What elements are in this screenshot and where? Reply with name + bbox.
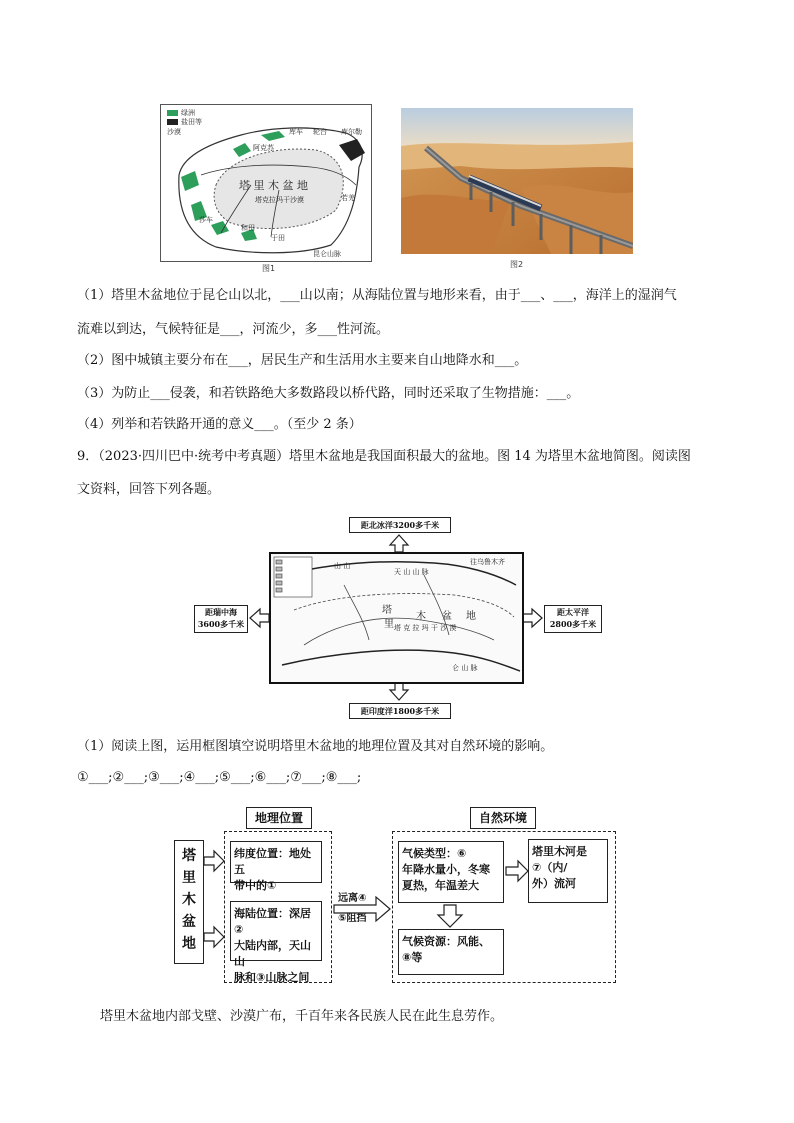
label-basin-char-3: 木 <box>416 611 426 622</box>
question-3: （3）为防止___侵袭，和若铁路绝大多数路段以桥代路，同时还采取了生物措施：___。 <box>77 386 580 401</box>
west-distance-line-2: 3600多千米 <box>197 619 245 629</box>
distance-arrows <box>194 515 614 720</box>
question-1-line-2: 流难以到达，气候特征是___，河流少，多___性河流。 <box>77 322 390 337</box>
label-hetian: 和田 <box>241 224 255 232</box>
flow-chart <box>172 805 624 985</box>
question-9-line-1: 9．（2023·四川巴中·统考中考真题）塔里木盆地是我国面积最大的盆地。图 14 为塔里木盆地简图。阅读图 <box>77 449 691 464</box>
question-1-line-1: （1）塔里木盆地位于昆仑山以北，___山以南；从海陆位置与地形来看，由于___、___，海洋上的湿润气 <box>77 288 677 303</box>
river-line-2: ⑦（内/ <box>532 861 568 874</box>
label-kunlun: 仑 山 脉 <box>452 664 478 672</box>
figure-1-map <box>160 104 372 262</box>
label-kuerle: 库尔勒 <box>341 128 362 136</box>
railway-desert-photo <box>401 108 633 254</box>
flow-arrows <box>172 805 624 985</box>
west-distance-line-1: 距瑞中海 <box>205 607 237 617</box>
latitude-line-1: 纬度位置：地处五 <box>234 847 311 876</box>
figure-2-caption: 图2 <box>510 260 524 269</box>
label-akesu: 阿克苏 <box>253 144 274 152</box>
flow-note: 塔里木盆地内部戈壁、沙漠广布，千百年来各民族人民在此生息劳作。 <box>100 1009 504 1024</box>
label-taklimakan: 塔 克 拉 玛 干 沙 漠 <box>394 624 457 632</box>
legend-salt: 盐田等 <box>181 118 202 126</box>
flow-left-char-2: 里 <box>182 870 196 886</box>
label-basin: 塔 里 木 盆 地 <box>239 179 308 192</box>
location-title-box: 地理位置 <box>246 807 312 829</box>
river-line-1: 塔里木河是 <box>532 845 587 858</box>
flow-left-char-4: 盆 <box>182 914 196 930</box>
legend-desert: 沙漠 <box>167 128 181 136</box>
label-basin-char-5: 地 <box>466 611 476 622</box>
flow-left-char-5: 地 <box>182 936 196 952</box>
label-urumqi: 往乌鲁木齐 <box>470 558 505 566</box>
flow-left-char-1: 塔 <box>182 848 196 864</box>
label-basin-char-2: 里 <box>384 619 394 630</box>
figure-2-photo <box>401 108 633 254</box>
figure-1-caption: 图1 <box>262 264 276 273</box>
label-kunlun: 昆仑山脉 <box>313 250 341 258</box>
climate-line-2: 年降水量小，冬寒 <box>402 863 490 876</box>
sea-land-line-1: 海陆位置：深居② <box>234 907 311 936</box>
figure-3-map <box>194 515 614 720</box>
block-label: ⑤阻挡 <box>338 913 367 924</box>
climate-line-1: 气候类型：⑥ <box>402 847 467 860</box>
label-kuche: 库车 <box>289 128 303 136</box>
question-9-line-2: 文资料，回答下列各题。 <box>77 482 221 497</box>
environment-title-box: 自然环境 <box>470 807 536 829</box>
legend-oasis: 绿洲 <box>181 109 195 117</box>
label-shache: 莎车 <box>199 216 213 224</box>
east-distance-line-1: 距太平洋 <box>557 607 589 617</box>
question-2: （2）图中城镇主要分布在___，居民生产和生活用水主要来自山地降水和___。 <box>77 353 528 368</box>
climate-line-3: 夏热，年温差大 <box>402 879 479 892</box>
label-basin-char-1: 塔 <box>382 605 392 616</box>
label-shan: 山 山 <box>334 562 351 570</box>
far-from-label: 远离④ <box>338 893 367 904</box>
question-4: （4）列举和若铁路开通的意义___。（至少 2 条） <box>77 417 362 432</box>
resources-line-1: 气候资源：风能、 <box>402 935 490 948</box>
question-9-sub-1: （1）阅读上图，运用框图填空说明塔里木盆地的地理位置及其对自然环境的影响。 <box>77 739 554 754</box>
east-distance-line-2: 2800多千米 <box>549 619 597 629</box>
label-yutian: 于田 <box>271 234 285 242</box>
label-ruoqiang: 若羌 <box>341 194 355 202</box>
label-desert: 塔克拉玛干沙漠 <box>255 196 304 204</box>
question-9-blanks: ①___;②___;③___;④___;⑤___;⑥___;⑦___;⑧___; <box>77 770 362 785</box>
resources-line-2: ⑧等 <box>402 951 423 964</box>
label-luntai: 轮台 <box>313 128 327 136</box>
flow-left-char-3: 木 <box>182 892 196 908</box>
south-distance-box: 距印度洋1800多千米 <box>349 703 451 719</box>
label-tianshan: 天 山 山 脉 <box>394 568 429 576</box>
sea-land-line-3: 脉和③山脉之间 <box>234 971 310 984</box>
river-line-3: 外）流河 <box>532 877 576 890</box>
latitude-line-2: 带中的① <box>234 879 277 892</box>
label-basin-char-4: 盆 <box>442 611 452 622</box>
sea-land-line-2: 大陆内部，天山山 <box>234 939 311 968</box>
north-distance-box: 距北冰洋3200多千米 <box>349 517 451 533</box>
